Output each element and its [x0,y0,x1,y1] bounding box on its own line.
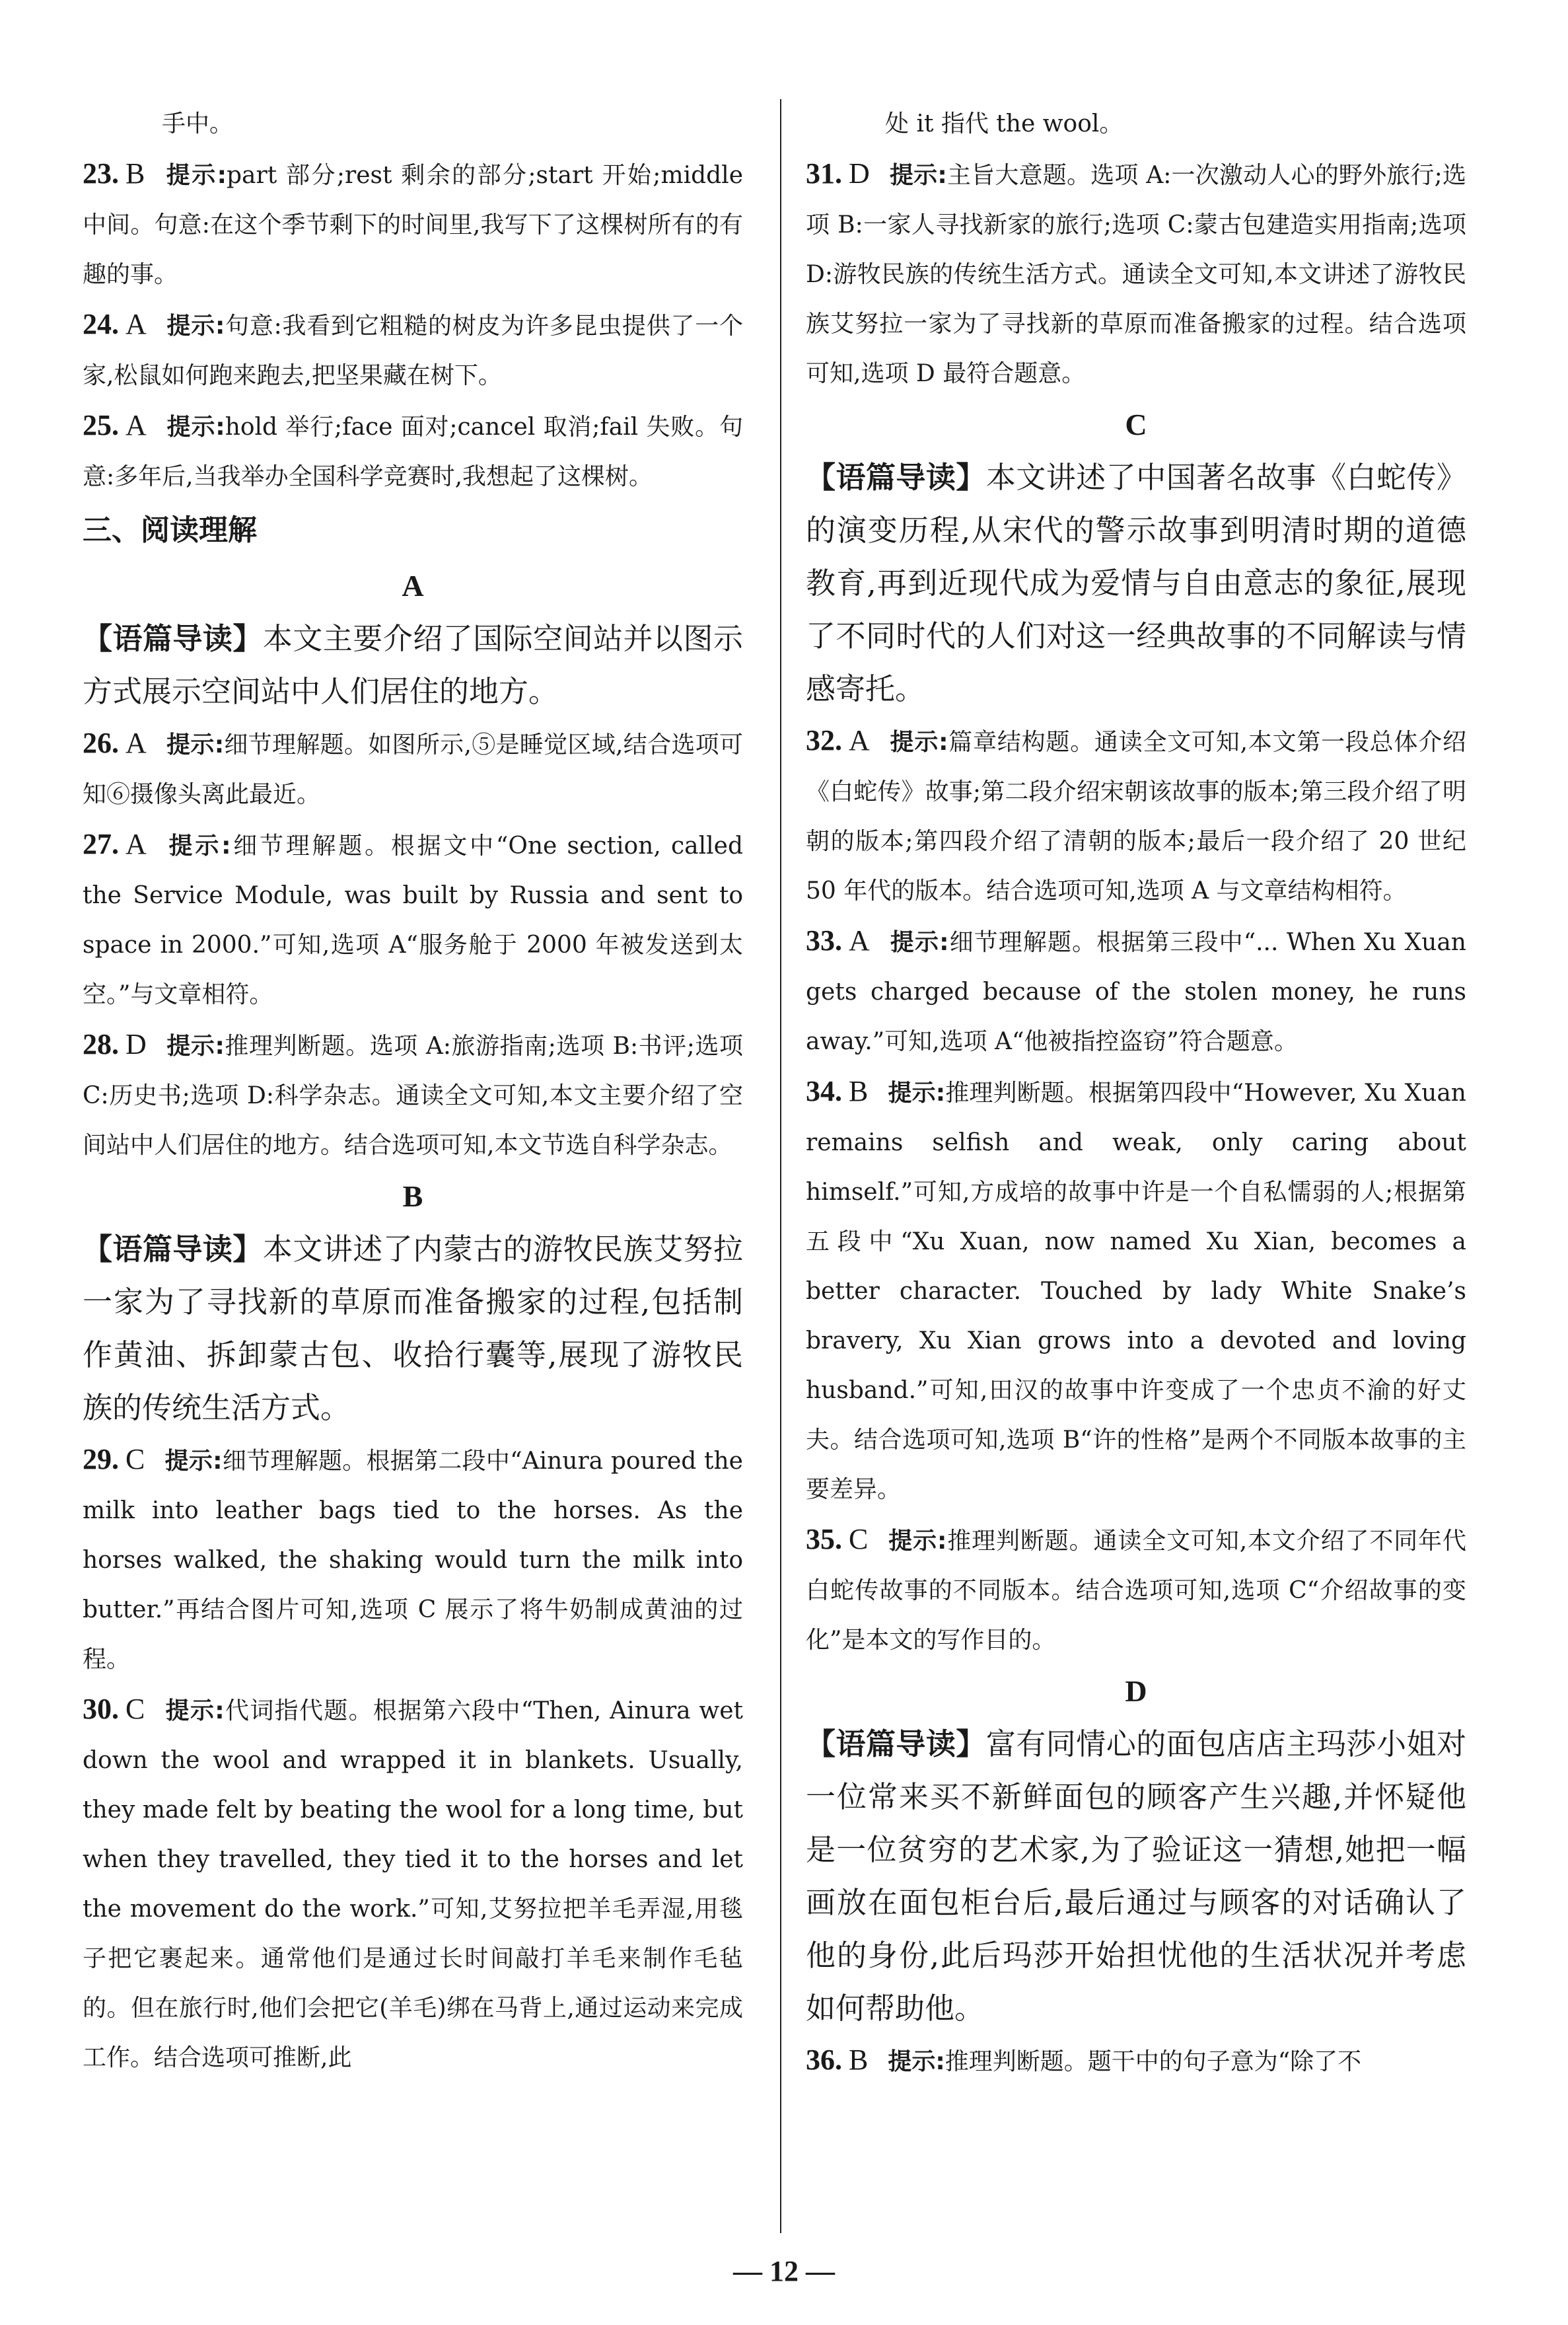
question-32: 32. A 提示:篇章结构题。通读全文可知,本文第一段总体介绍《白蛇传》故事;第二段介绍宋朝该故事的版本;第三段介绍了明朝的版本;第四段介绍了清朝的版本;最后一段介绍了 20 世纪 50 年代的版本。结合选项可知,选项 A 与文章结构相符。 [806,724,1466,904]
question-23: 23. B 提示:part 部分;rest 剩余的部分;start 开始;middle 中间。句意:在这个季节剩下的时间里,我写下了这棵树所有的有趣的事。 [83,157,743,288]
part-a-heading: A [402,569,424,603]
part-b-heading: B [402,1179,423,1213]
continued-text: 处 it 指代 the wool。 [885,110,1123,137]
page-number: — 12 — [733,2255,835,2287]
question-28: 28. D 提示:推理判断题。选项 A:旅游指南;选项 B:书评;选项 C:历史书;选项 D:科学杂志。通读全文可知,本文主要介绍了空间站中人们居住的地方。结合选项可知,本文节选自科学杂志。 [83,1028,743,1159]
part-a-guide: 【语篇导读】本文主要介绍了国际空间站并以图示方式展示空间站中人们居住的地方。 [83,621,743,709]
question-26: 26. A 提示:细节理解题。如图所示,⑤是睡觉区域,结合选项可知⑥摄像头离此最近。 [83,727,743,808]
part-b-guide: 【语篇导读】本文讲述了内蒙古的游牧民族艾努拉一家为了寻找新的草原而准备搬家的过程,包括制作黄油、拆卸蒙古包、收拾行囊等,展现了游牧民族的传统生活方式。 [83,1232,743,1425]
question-24: 24. A 提示:句意:我看到它粗糙的树皮为许多昆虫提供了一个家,松鼠如何跑来跑去,把坚果藏在树下。 [83,308,743,389]
question-34: 34. B 提示:推理判断题。根据第四段中“However, Xu Xuan remains selfish and weak, only caring about himself.”可知,方成培的故事中许是一个自私懦弱的人;根据第五段中“Xu Xuan, now named Xu Xian, becomes a better character. Touched by lady White Snake’s bravery, Xu Xian grows into a devoted and loving husband.”可知,田汉的故事中许变成了一个忠贞不渝的好丈夫。结合选项可知,选项 B“许的性格”是两个不同版本故事的主要差异。 [806,1075,1466,1503]
left-column [83,99,743,2083]
continued-text: 手中。 [162,110,234,137]
column-divider [780,99,781,2233]
question-35: 35. C 提示:推理判断题。通读全文可知,本文介绍了不同年代白蛇传故事的不同版本。结合选项可知,选项 C“介绍故事的变化”是本文的写作目的。 [806,1523,1466,1654]
section-title: 三、阅读理解 [83,513,257,547]
part-c-heading: C [1125,408,1147,441]
right-column [806,99,1466,2086]
question-31: 31. D 提示:主旨大意题。选项 A:一次激动人心的野外旅行;选项 B:一家人寻找新家的旅行;选项 C:蒙古包建造实用指南;选项 D:游牧民族的传统生活方式。通读全文可知,本文讲述了游牧民族艾努拉一家为了寻找新的草原而准备搬家的过程。结合选项可知,选项 D 最符合题意。 [806,157,1467,387]
question-30: 30. C 提示:代词指代题。根据第六段中“Then, Ainura wet down the wool and wrapped it in blankets. Usually, they made felt by beating the wool for a long time, but when they travelled, they tied it to the horses and let the movement do the work.”可知,艾努拉把羊毛弄湿,用毯子把它裹起来。通常他们是通过长时间敲打羊毛来制作毛毡的。但在旅行时,他们会把它(羊毛)绑在马背上,通过运动来完成工作。结合选项可推断,此 [83,1693,743,2071]
question-29: 29. C 提示:细节理解题。根据第二段中“Ainura poured the milk into leather bags tied to the horses. As the horses walked, the shaking would turn the milk into butter.”再结合图片可知,选项 C 展示了将牛奶制成黄油的过程。 [83,1443,743,1673]
question-36: 36. B 提示:推理判断题。题干中的句子意为“除了不 [806,2044,1362,2076]
question-27: 27. A 提示:细节理解题。根据文中“One section, called the Service Module, was built by Russia and sent to space in 2000.”可知,选项 A“服务舱于 2000 年被发送到太空。”与文章相符。 [83,828,743,1008]
part-d-guide: 【语篇导读】富有同情心的面包店店主玛莎小姐对一位常来买不新鲜面包的顾客产生兴趣,并怀疑他是一位贫穷的艺术家,为了验证这一猜想,她把一幅画放在面包柜台后,最后通过与顾客的对话确认了他的身份,此后玛莎开始担忧他的生活状况并考虑如何帮助他。 [806,1726,1466,2026]
part-d-heading: D [1125,1674,1147,1708]
question-33: 33. A 提示:细节理解题。根据第三段中“... When Xu Xuan gets charged because of the stolen money, he runs away.”可知,选项 A“他被指控盗窃”符合题意。 [806,924,1466,1055]
question-25: 25. A 提示:hold 举行;face 面对;cancel 取消;fail 失败。句意:多年后,当我举办全国科学竞赛时,我想起了这棵树。 [83,409,743,490]
part-c-guide: 【语篇导读】本文讲述了中国著名故事《白蛇传》的演变历程,从宋代的警示故事到明清时期的道德教育,再到近现代成为爱情与自由意志的象征,展现了不同时代的人们对这一经典故事的不同解读与情感寄托。 [806,460,1466,706]
